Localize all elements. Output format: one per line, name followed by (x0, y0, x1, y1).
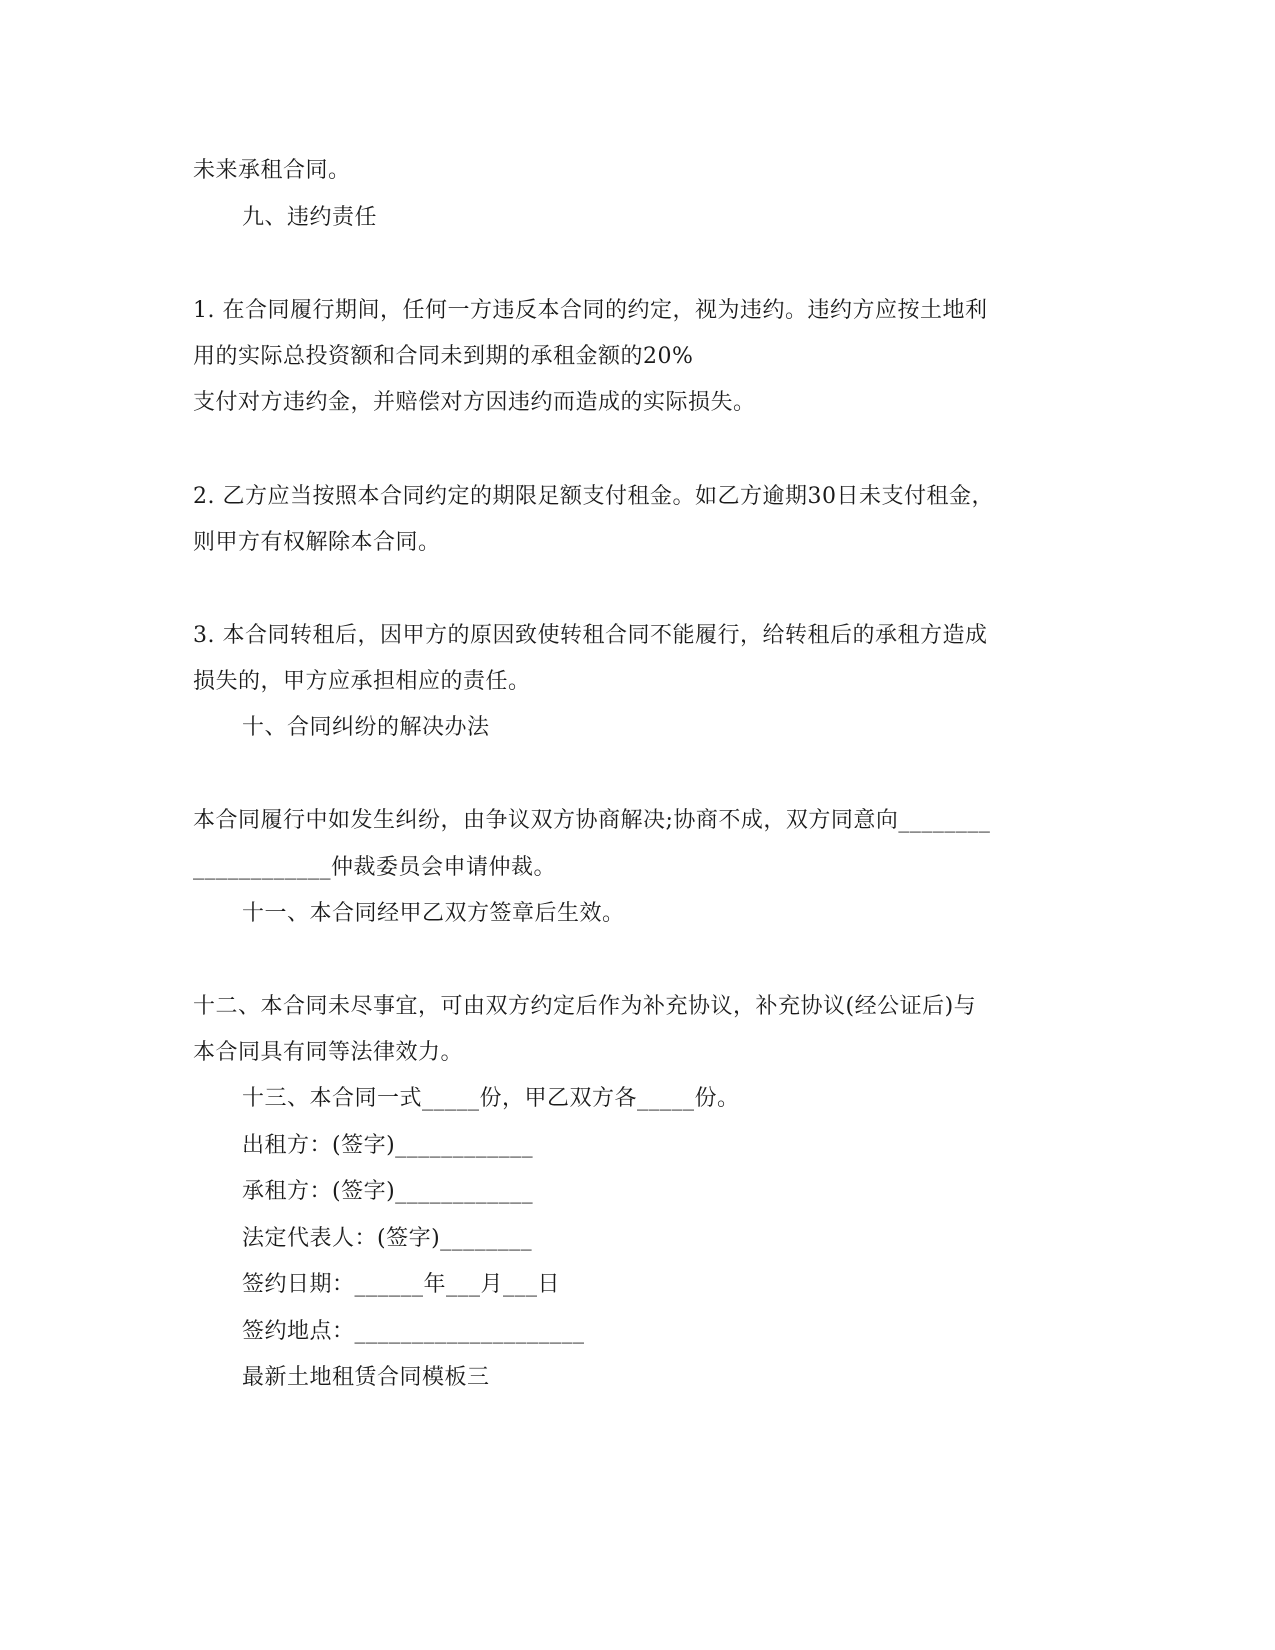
section-heading-11: 十一、本合同经甲乙双方签章后生效。 (242, 901, 625, 926)
signing-place-line: 签约地点：____________________ (242, 1319, 585, 1344)
template-title-three: 最新土地租赁合同模板三 (242, 1365, 490, 1390)
legal-representative-line: 法定代表人：(签字)________ (242, 1226, 533, 1251)
dispute-line-2: ____________仲裁委员会申请仲裁。 (193, 855, 557, 880)
lessor-signature-line: 出租方：(签字)____________ (242, 1133, 534, 1158)
signing-date-line: 签约日期：______年___月___日 (242, 1272, 561, 1297)
paragraph-text: 未来承租合同。 (193, 158, 351, 183)
clause-2-line-1: 2. 乙方应当按照本合同约定的期限足额支付租金。如乙方逾期30日未支付租金， (193, 484, 994, 509)
clause-3-line-1: 3. 本合同转租后，因甲方的原因致使转租合同不能履行，给转租后的承租方造成 (193, 623, 988, 648)
section-heading-10: 十、合同纠纷的解决办法 (242, 715, 490, 740)
dispute-line-1: 本合同履行中如发生纠纷，由争议双方协商解决;协商不成，双方同意向________ (193, 808, 991, 833)
clause-1-line-2: 用的实际总投资额和合同未到期的承租金额的20% (193, 344, 694, 369)
section-heading-9: 九、违约责任 (242, 205, 378, 230)
section-12-line-2: 本合同具有同等法律效力。 (193, 1040, 464, 1065)
clause-1-line-1: 1. 在合同履行期间，任何一方违反本合同的约定，视为违约。违约方应按土地利 (193, 298, 988, 323)
section-heading-13: 十三、本合同一式_____份，甲乙双方各_____份。 (242, 1086, 740, 1111)
clause-2-line-2: 则甲方有权解除本合同。 (193, 530, 441, 555)
lessee-signature-line: 承租方：(签字)____________ (242, 1179, 534, 1204)
section-12-line-1: 十二、本合同未尽事宜，可由双方约定后作为补充协议，补充协议(经公证后)与 (193, 994, 977, 1019)
clause-3-line-2: 损失的，甲方应承担相应的责任。 (193, 669, 531, 694)
clause-1-line-3: 支付对方违约金，并赔偿对方因违约而造成的实际损失。 (193, 390, 756, 415)
